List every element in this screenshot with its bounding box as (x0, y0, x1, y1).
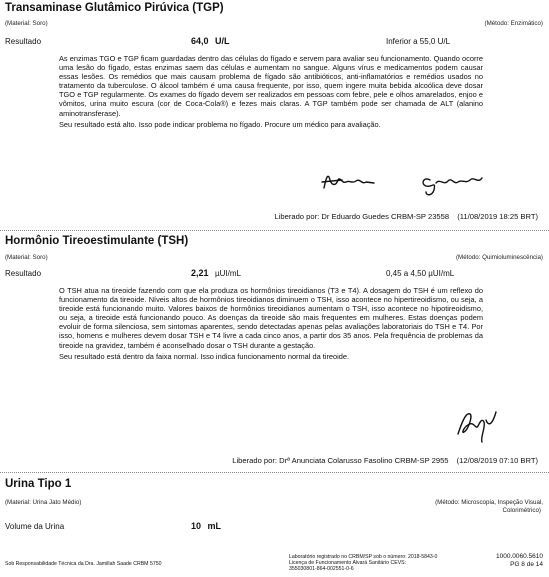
tgp-signature (318, 166, 498, 198)
tsh-description-block (59, 286, 483, 361)
tsh-method: (Método: Quimioluminescência) (455, 254, 543, 261)
urina-volume-value: 10 (191, 521, 202, 531)
tgp-description-block (59, 54, 483, 129)
tsh-reference: 0,45 a 4,50 µUI/mL (386, 269, 455, 278)
tgp-unit: U/L (215, 36, 230, 46)
footer-responsible: Sob Responsabilidade Técnica da Dra. Jamillah Saade CRBM 5750 (5, 561, 162, 567)
tgp-note: Seu resultado está alto. Isso pode indicar problema no fígado. Procure um médico para avaliação. (59, 119, 381, 129)
tsh-released-by: Liberado por: Drª Anunciata Colarusso Fasolino CRBM-SP 2955 (232, 456, 449, 465)
urina-volume-label: Volume da Urina (5, 522, 65, 531)
tgp-description: As enzimas TGO e TGP ficam guardadas dentro das células do fígado e servem para avaliar seu funcionamento. Quando ocorre uma lesão do fígado, estas enzimas saem das células e aumentam no sangue. Alguns vírus e medicamentos podem causar essas lesões. Os remédios que mais causam problema de fígado são antibióticos, anti-inflamatórios e remédios usados no tratamento da tuberculose. O álcool também é uma causa frequente, por isso, quem ingere muita bebida alcoólica deve dosar TGO e TGP regularmente. Os exames do fígado devem ser realizados em pessoas com febre, pele e olhos amarelados, enjoo e vômitos, urina muito escura (cor de Coca-Cola®) e fezes mais claras. A TGP também pode ser chamada de ALT (alanino aminotransferase). (59, 54, 483, 118)
footer-lab-line2: Licença de Funcionamento Alvará Sanitário CEVS: (289, 560, 407, 567)
tsh-note: Seu resultado está dentro da faixa normal. Isso indica funcionamento normal da tireoide. (59, 351, 350, 361)
urina-method-line1: (Método: Microscopia, Inspeção Visual, (435, 499, 543, 506)
tsh-result-value (191, 268, 241, 278)
tsh-title: Hormônio Tireoestimulante (TSH) (5, 235, 189, 247)
tsh-result-label: Resultado (5, 269, 42, 278)
section-divider (0, 230, 549, 231)
footer-page: PG 8 de 14 (510, 561, 543, 568)
footer-lab-line3: 355030801-864-002551-0-6 (289, 566, 354, 573)
urina-volume-result (191, 521, 221, 531)
tsh-value: 2,21 (191, 268, 209, 278)
tgp-released-by: Liberado por: Dr Eduardo Guedes CRBM-SP 23558 (274, 212, 450, 221)
tsh-released (232, 456, 538, 465)
tsh-description: O TSH atua na tireoide fazendo com que ela produza os hormônios tireoidianos (T3 e T4). A dosagem do TSH é um reflexo do funcionamento da tireoide. Níveis altos de hormônios tireoidianos diminuem o TSH, isso acontece no hipertireoidismo, ou seja, a tireoide está funcionando muito. Valores baixos de hormônios tireoidianos aumentam o TSH, isso acontece no hipotireoidismo, ou seja, a tireoide está funcionando pouco. As doenças da tireoide são mais frequentes em mulheres. Estas doenças podem evoluir de forma silenciosa, sem sintomas aparentes, sendo detectadas apenas pelas avaliações laboratoriais do TSH e T4. Por isso, homens e mulheres devem dosar TSH e T4 livre a cada cinco anos, a partir dos 35 anos. Pela frequência de problemas da tireoide na gravidez, também é aconselhado dosar o TSH durante a gestação. (59, 286, 483, 350)
tgp-title: Transaminase Glutâmico Pirúvica (TGP) (5, 2, 224, 14)
tsh-signature (452, 404, 502, 446)
tgp-value: 64,0 (191, 36, 209, 46)
urina-title: Urina Tipo 1 (5, 478, 72, 490)
urina-material: (Material: Urina Jato Médio) (5, 499, 82, 506)
footer-code: 1000.0060.5610 (496, 553, 543, 560)
urina-volume-unit: mL (207, 521, 222, 531)
tsh-released-at: (12/08/2019 07:10 BRT) (456, 456, 538, 465)
tgp-released-at: (11/08/2019 18:25 BRT) (457, 212, 538, 221)
section-divider (0, 472, 549, 473)
tsh-unit: µUI/mL (215, 269, 241, 278)
tgp-reference: Inferior a 55,0 U/L (386, 37, 451, 46)
tgp-released (274, 212, 538, 221)
footer-page-info (496, 553, 543, 569)
tgp-result-value (191, 36, 230, 46)
tsh-material: (Material: Soro) (5, 254, 48, 261)
footer-lab-line1: Laboratório registrado no CRBM/SP sob o número: 2018-5843-0 (289, 554, 438, 560)
tgp-material: (Material: Soro) (5, 20, 48, 27)
footer-lab-info (289, 554, 437, 573)
tgp-method: (Método: Enzimático) (484, 20, 543, 27)
urina-method (435, 499, 543, 514)
tgp-result-label: Resultado (5, 37, 42, 46)
urina-method-line2: Colorimétrico) (502, 506, 541, 514)
